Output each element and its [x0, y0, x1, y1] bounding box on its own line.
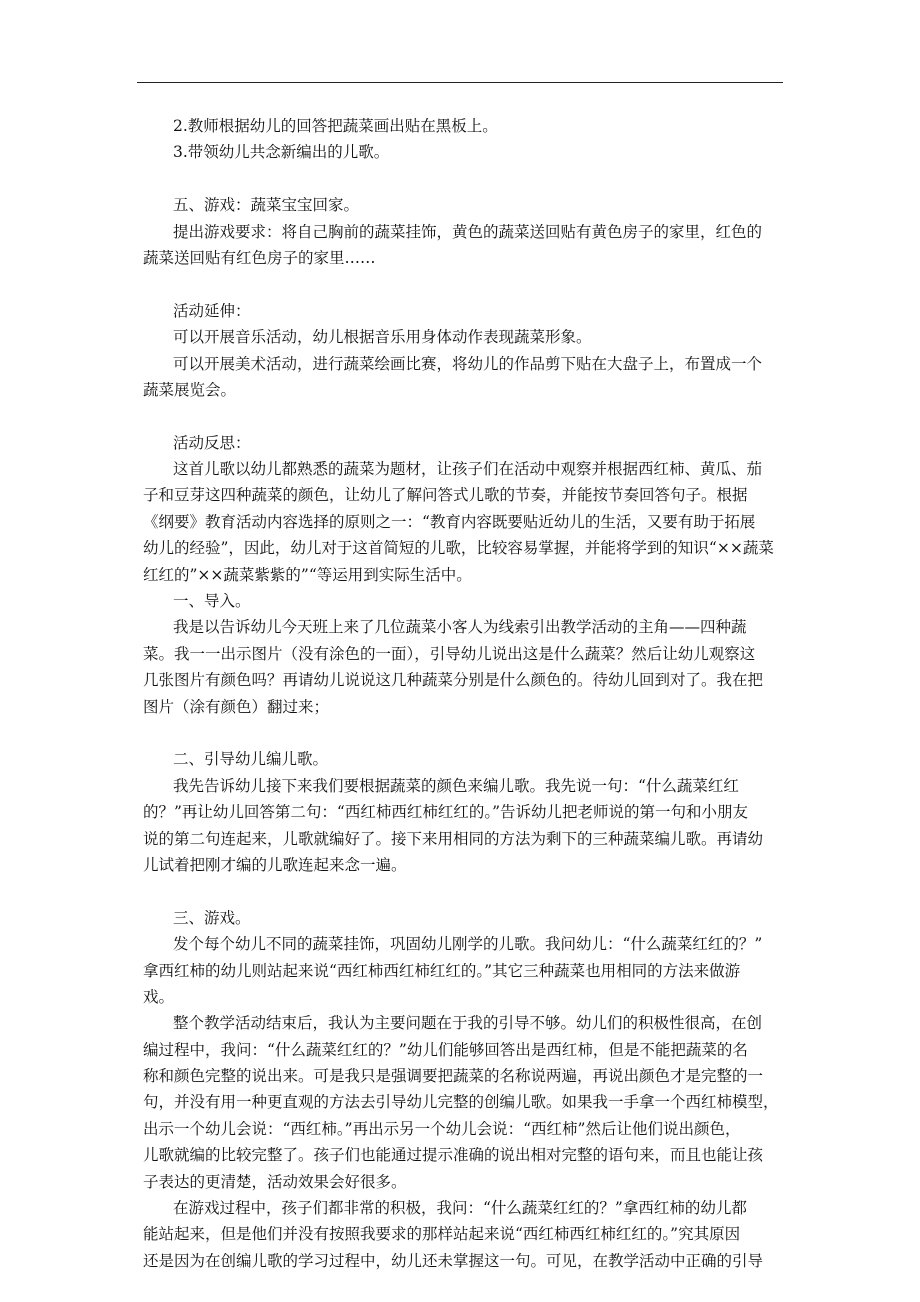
blank-line [143, 271, 783, 297]
text-line: 可以开展美术活动，进行蔬菜绘画比赛，将幼儿的作品剪下贴在大盘子上，布置成一个 [173, 354, 763, 373]
text-line: 这首儿歌以幼儿都熟悉的蔬菜为题材，让孩子们在活动中观察并根据西红柿、黄瓜、茄 [173, 460, 763, 479]
header-rule [137, 82, 783, 83]
blank-line [143, 878, 783, 904]
document-body [143, 113, 783, 1274]
text-line: 戏。 [143, 987, 175, 1006]
text-line: 儿歌就编的比较完整了。孩子们也能通过提示准确的说出相对完整的语句来，而且也能让孩 [143, 1146, 764, 1165]
text-line: 编过程中，我问：“什么蔬菜红红的？”幼儿们能够回答出是西红柿，但是不能把蔬菜的名 [143, 1040, 748, 1059]
text-line: 说的第二句连起来，儿歌就编好了。接下来用相同的方法为剩下的三种蔬菜编儿歌。再请幼 [143, 829, 764, 848]
text-line: 子和豆芽这四种蔬菜的颜色，让幼儿了解问答式儿歌的节奏，并能按节奏回答句子。根据 [143, 486, 748, 505]
text-line: 一、导入。 [173, 592, 251, 611]
text-line: 蔬菜展览会。 [143, 380, 237, 399]
text-line: 拿西红柿的幼儿则站起来说“西红柿西红柿红红的。”其它三种蔬菜也用相同的方法来做游 [143, 961, 741, 980]
text-line: 提出游戏要求：将自己胸前的蔬菜挂饰，黄色的蔬菜送回贴有黄色房子的家里，红色的 [173, 222, 763, 241]
text-line: 红红的”××蔬菜紫紫的”“等运用到实际生活中。 [143, 565, 472, 584]
text-line: 儿试着把刚才编的儿歌连起来念一遍。 [143, 855, 407, 874]
text-line: 我先告诉幼儿接下来我们要根据蔬菜的颜色来编儿歌。我先说一句：“什么蔬菜红红 [173, 776, 739, 795]
text-line: 还是因为在创编儿歌的学习过程中，幼儿还未掌握这一句。可见，在教学活动中正确的引导 [143, 1251, 764, 1270]
text-line: 能站起来，但是他们并没有按照我要求的那样站起来说“西红柿西红柿红红的。”究其原因 [143, 1225, 741, 1244]
blank-line [143, 720, 783, 746]
text-line: 称和颜色完整的说出来。可是我只是强调要把蔬菜的名称说两遍，再说出颜色才是完整的一 [143, 1067, 764, 1086]
text-line: 活动反思： [173, 433, 251, 452]
text-line: 三、游戏。 [173, 908, 251, 927]
text-line: 可以开展音乐活动，幼儿根据音乐用身体动作表现蔬菜形象。 [173, 328, 592, 347]
text-line: 在游戏过程中，孩子们都非常的积极，我问：“什么蔬菜红红的？”拿西红柿的幼儿都 [173, 1199, 747, 1218]
text-line: 出示一个幼儿会说：“西红柿。”再出示另一个幼儿会说：“西红柿”然后让他们说出颜色， [143, 1119, 741, 1138]
text-line: 的？”再让幼儿回答第二句：“西红柿西红柿红红的。”告诉幼儿把老师说的第一句和小朋友 [143, 803, 749, 822]
blank-line [143, 166, 783, 192]
blank-line [143, 403, 783, 429]
text-line: 活动延伸： [173, 301, 251, 320]
text-line: 二、引导幼儿编儿歌。 [173, 750, 329, 769]
text-line: 句，并没有用一种更直观的方法去引导幼儿完整的创编儿歌。如果我一手拿一个西红柿模型， [143, 1093, 779, 1112]
text-line: 《纲要》教育活动内容选择的原则之一：“教育内容既要贴近幼儿的生活，又要有助于拓展 [143, 512, 756, 531]
text-line: 3.带领幼儿共念新编出的儿歌。 [173, 143, 390, 162]
text-line: 发个每个幼儿不同的蔬菜挂饰，巩固幼儿刚学的儿歌。我问幼儿：“什么蔬菜红红的？” [173, 935, 763, 954]
text-line: 2.教师根据幼儿的回答把蔬菜画出贴在黑板上。 [173, 117, 498, 135]
text-line: 整个教学活动结束后，我认为主要问题在于我的引导不够。幼儿们的积极性很高，在创 [173, 1014, 763, 1033]
text-line: 子表达的更清楚，活动效果会好很多。 [143, 1172, 407, 1191]
text-line: 蔬菜送回贴有红色房子的家里…… [143, 248, 376, 267]
text-line: 菜。我一一出示图片（没有涂色的一面），引导幼儿说出这是什么蔬菜？然后让幼儿观察这 [143, 644, 756, 663]
text-line: 我是以告诉幼儿今天班上来了几位蔬菜小客人为线索引出教学活动的主角——四种蔬 [173, 618, 747, 637]
text-line: 图片（涂有颜色）翻过来； [143, 697, 330, 716]
text-line: 几张图片有颜色吗？再请幼儿说说这几种蔬菜分别是什么颜色的。待幼儿回到对了。我在把 [143, 671, 764, 690]
text-line: 五、游戏：蔬菜宝宝回家。 [173, 196, 360, 215]
text-line: 幼儿的经验”，因此，幼儿对于这首简短的儿歌，比较容易掌握，并能将学到的知识“××蔬菜 [143, 539, 774, 558]
